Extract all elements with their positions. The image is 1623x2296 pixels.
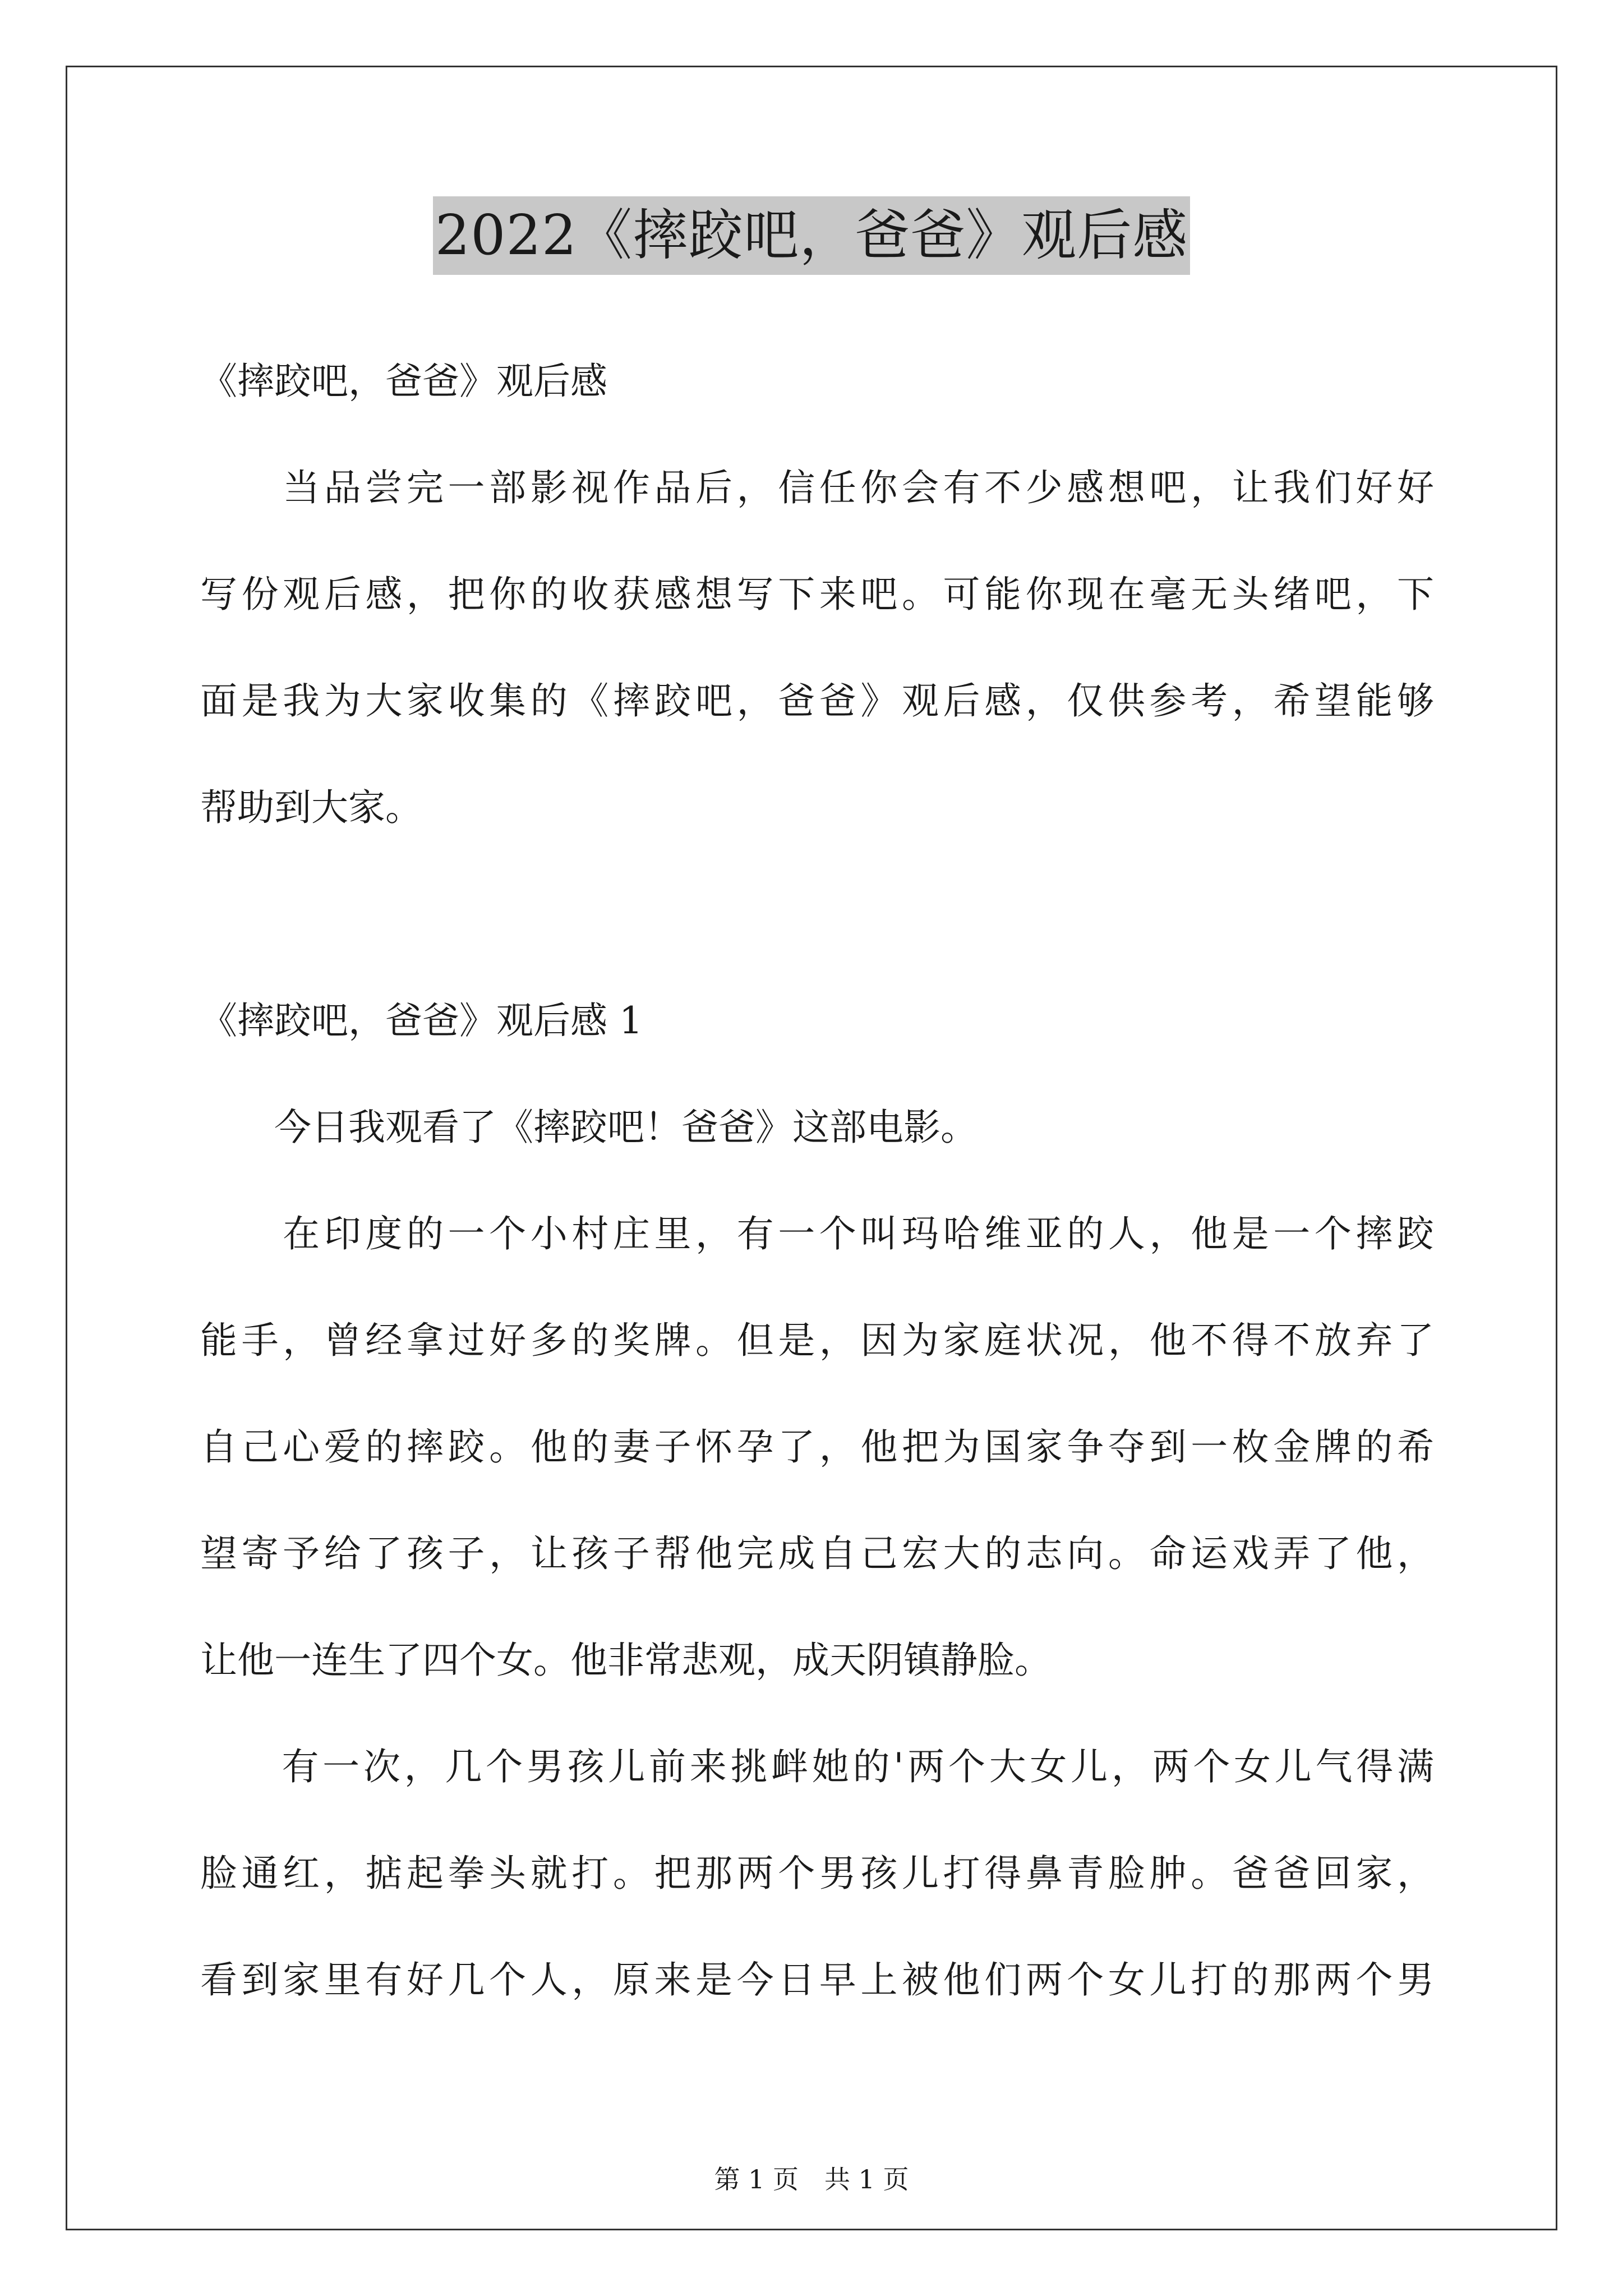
section1-line-4: 自己心爱的摔跤。他的妻子怀孕了，他把为国家争夺到一枚金牌的希 xyxy=(200,1425,1434,1469)
section1-line-6: 让他一连生了四个女。他非常悲观，成天阴镇静脸。 xyxy=(200,1639,1052,1682)
section1-line-2: 在印度的一个小村庄里，有一个叫玛哈维亚的人，他是一个摔跤 xyxy=(200,1212,1434,1255)
document-title: 2022《摔跤吧，爸爸》观后感 xyxy=(433,196,1190,275)
section1-line-1: 今日我观看了《摔跤吧！爸爸》这部电影。 xyxy=(200,1106,978,1149)
section1-line-9: 看到家里有好几个人，原来是今日早上被他们两个女儿打的那两个男 xyxy=(200,1958,1434,2001)
intro-heading: 《摔跤吧，爸爸》观后感 xyxy=(200,360,607,403)
section1-line-7: 有一次，几个男孩儿前来挑衅她的'两个大女儿，两个女儿气得满 xyxy=(200,1745,1434,1788)
section1-heading: 《摔跤吧，爸爸》观后感 1 xyxy=(200,999,643,1042)
intro-line-2: 写份观后感，把你的收获感想写下来吧。可能你现在毫无头绪吧，下 xyxy=(200,573,1434,616)
section1-line-3: 能手，曾经拿过好多的奖牌。但是，因为家庭状况，他不得不放弃了 xyxy=(200,1319,1434,1362)
intro-line-3: 面是我为大家收集的《摔跤吧，爸爸》观后感，仅供参考，希望能够 xyxy=(200,679,1434,723)
title-container xyxy=(0,196,1623,275)
page-footer: 第 1 页 共 1 页 xyxy=(714,2164,909,2194)
section1-line-5: 望寄予给了孩子，让孩子帮他完成自己宏大的志向。命运戏弄了他， xyxy=(200,1532,1434,1575)
intro-line-1: 当品尝完一部影视作品后，信任你会有不少感想吧，让我们好好 xyxy=(200,466,1434,509)
section1-line-8: 脸通红，掂起拳头就打。把那两个男孩儿打得鼻青脸肿。爸爸回家， xyxy=(200,1852,1434,1895)
intro-line-4: 帮助到大家。 xyxy=(200,786,422,829)
